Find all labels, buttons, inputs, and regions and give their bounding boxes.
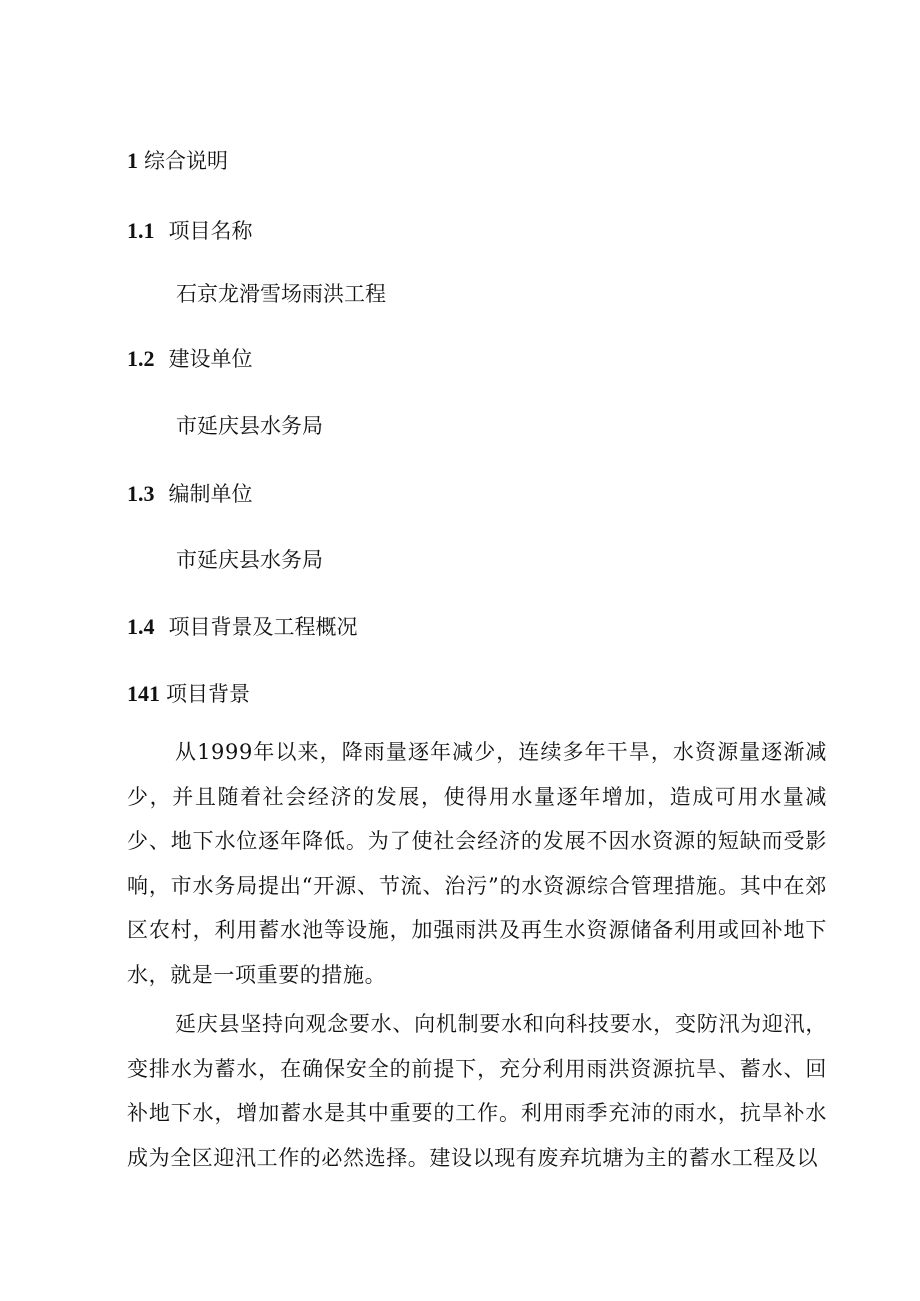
heading-1-4-title: 项目背景及工程概况 — [168, 615, 358, 639]
heading-1-3-number: 1.3 — [127, 481, 155, 506]
heading-1-1-number: 1.1 — [127, 218, 155, 243]
heading-1-2-title: 建设单位 — [168, 347, 253, 371]
heading-1-4-1 — [127, 680, 250, 708]
heading-1-1 — [127, 217, 253, 245]
heading-1-4-1-title: 项目背景 — [166, 682, 250, 706]
heading-1 — [127, 147, 228, 175]
body-paragraph: 从1999年以来，降雨量逐年减少，连续多年干旱，水资源量逐渐减少，并且随着社会经济的发展，使得用水量逐年增加，造成可用水量减少、地下水位逐年降低。为了使社会经济的发展不因水资源的短缺而受影响，市水务局提出“开源、节流、治污”的水资源综合管理措施。其中在郊区农村，利用蓄水池等设施，加强雨洪及再生水资源储备利用或回补地下水，就是一项重要的措施。 — [127, 740, 827, 987]
heading-1-4-1-number: 141 — [127, 681, 160, 706]
heading-1-4 — [127, 613, 358, 641]
heading-1-3-title: 编制单位 — [168, 482, 253, 506]
construction-unit-value: 市延庆县水务局 — [176, 414, 323, 438]
heading-1-1-title: 项目名称 — [168, 219, 253, 243]
project-name-value: 石京龙滑雪场雨洪工程 — [176, 282, 386, 306]
heading-1-4-number: 1.4 — [127, 614, 155, 639]
heading-1-2 — [127, 345, 253, 373]
compiling-unit-value: 市延庆县水务局 — [176, 548, 323, 572]
heading-1-3 — [127, 480, 253, 508]
body-paragraph: 延庆县坚持向观念要水、向机制要水和向科技要水，变防汛为迎汛，变排水为蓄水，在确保安全的前提下，充分利用雨洪资源抗旱、蓄水、回补地下水，增加蓄水是其中重要的工作。利用雨季充沛的雨水，抗旱补水成为全区迎汛工作的必然选择。建设以现有废弃坑塘为主的蓄水工程及以 — [127, 1012, 827, 1170]
heading-1-number: 1 — [127, 148, 138, 173]
heading-1-2-number: 1.2 — [127, 346, 155, 371]
heading-1-title: 综合说明 — [144, 149, 228, 173]
